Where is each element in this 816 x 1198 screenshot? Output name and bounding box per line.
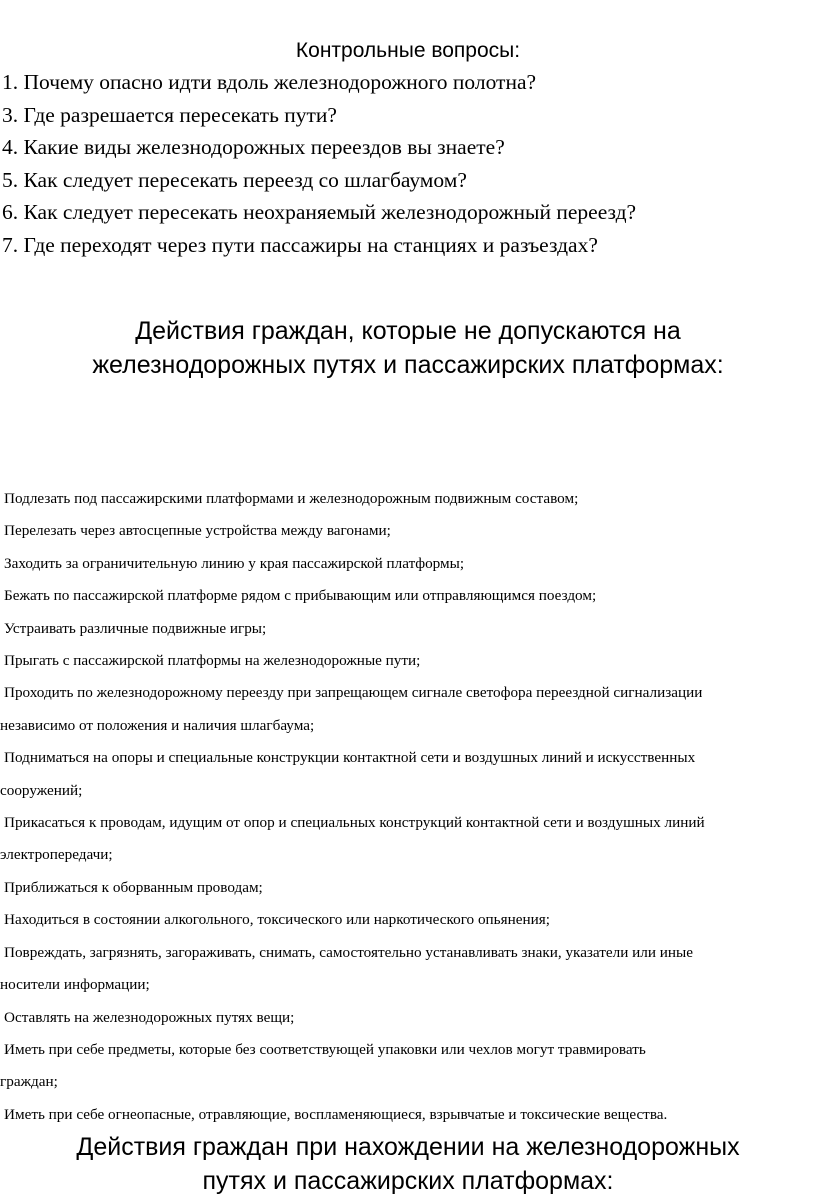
prohibited-item [0,742,810,807]
prohibited-item-text: Подниматься на опоры и специальные конструкции контактной сети и воздушных линий и искусственных [4,749,696,767]
prohibited-item-text: Иметь при себе огнеопасные, отравляющие, воспламеняющиеся, взрывчатые и токсические вещества. [4,1105,668,1123]
question-item: 7. Где переходят через пути пассажиры на станциях и разъездах? [2,232,598,257]
prohibited-item-text: Находиться в состоянии алкогольного, токсического или наркотического опьянения; [4,911,550,929]
prohibited-item [4,548,810,580]
prohibited-item-text: Приближаться к оборванным проводам; [4,878,263,896]
prohibited-item [4,872,810,904]
prohibited-item-text: Повреждать, загрязнять, загораживать, снимать, самостоятельно устанавливать знаки, указатели или иные [4,943,693,961]
prohibited-item-text: Бежать по пассажирской платформе рядом с прибывающим или отправляющимся поездом; [4,587,597,605]
prohibited-item-text: Устраивать различные подвижные игры; [4,619,267,637]
prohibited-item [4,613,810,645]
prohibited-item-continuation: электропередачи; [0,846,113,864]
prohibited-item [0,677,810,742]
questions-title: Контрольные вопросы: [295,39,521,62]
prohibited-item-continuation: сооружений; [0,781,83,799]
question-item: 6. Как следует пересекать неохраняемый железнодорожный переезд? [2,200,637,224]
question-item: 5. Как следует пересекать переезд со шлагбаумом? [2,167,467,192]
prohibited-item [4,1099,810,1131]
prohibited-item-continuation: граждан; [0,1073,58,1091]
prohibited-item [4,904,810,936]
actions-heading-line2: путях и пассажирских платформах: [202,1167,614,1195]
prohibited-heading-line2: железнодорожных путях и пассажирских платформах: [92,351,724,379]
actions-heading [0,1130,816,1198]
prohibited-item-text: Заходить за ограничительную линию у края пассажирской платформы; [4,554,465,572]
prohibited-item-text: Проходить по железнодорожному переезду при запрещающем сигнале светофора переездной сигнализации [4,684,703,702]
prohibited-item [4,515,810,547]
prohibited-list [0,483,810,1131]
question-item: 1. Почему опасно идти вдоль железнодорожного полотна? [2,70,537,94]
prohibited-item-text: Оставлять на железнодорожных путях вещи; [4,1008,295,1026]
prohibited-heading [0,314,816,382]
prohibited-item-text: Прикасаться к проводам, идущим от опор и специальных конструкций контактной сети и воздушных линий [4,814,705,832]
prohibited-heading-line1: Действия граждан, которые не допускаются на [135,317,681,345]
prohibited-item [4,645,810,677]
prohibited-item [4,1002,810,1034]
prohibited-item-continuation: независимо от положения и наличия шлагбаума; [0,716,315,734]
questions-list [2,68,814,263]
prohibited-item [4,580,810,612]
actions-heading-line1: Действия граждан при нахождении на железнодорожных [76,1133,740,1161]
prohibited-item [4,483,810,515]
prohibited-item [0,937,810,1002]
prohibited-item [0,1034,810,1099]
prohibited-item [0,807,810,872]
prohibited-item-text: Перелезать через автосцепные устройства между вагонами; [4,522,391,540]
prohibited-item-text: Иметь при себе предметы, которые без соответствующей упаковки или чехлов могут травмировать [4,1040,646,1058]
question-item: 4. Какие виды железнодорожных переездов вы знаете? [2,135,505,159]
prohibited-item-text: Подлезать под пассажирскими платформами и железнодорожным подвижным составом; [4,490,579,507]
question-item: 3. Где разрешается пересекать пути? [2,102,337,127]
prohibited-item-continuation: носители информации; [0,976,150,994]
prohibited-item-text: Прыгать с пассажирской платформы на железнодорожные пути; [4,652,421,670]
